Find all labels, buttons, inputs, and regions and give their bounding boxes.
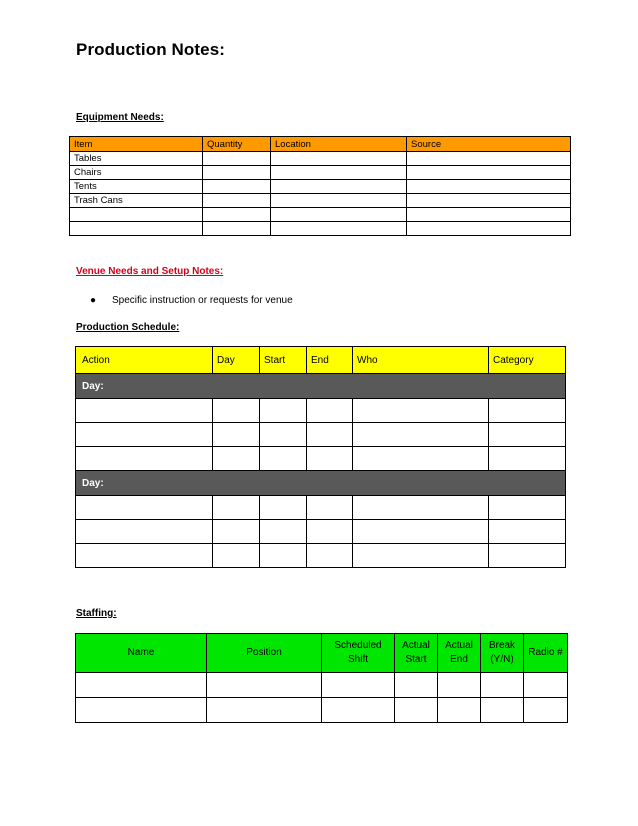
schedule-label: Production Schedule: <box>76 322 180 333</box>
venue-label: Venue Needs and Setup Notes: <box>76 266 224 277</box>
radio-cell[interactable] <box>524 673 568 698</box>
quantity-cell[interactable] <box>203 194 271 208</box>
header-location: Location <box>271 137 407 152</box>
table-row <box>76 673 568 698</box>
table-row <box>70 180 571 194</box>
header-start: Start <box>260 347 307 374</box>
header-scheduled-shift: Scheduled Shift <box>322 634 395 673</box>
source-cell[interactable] <box>407 152 571 166</box>
start-cell[interactable] <box>260 447 307 471</box>
equipment-item[interactable] <box>70 222 203 236</box>
schedule-header-row <box>76 347 566 374</box>
start-cell[interactable] <box>260 496 307 520</box>
header-action: Action <box>76 347 213 374</box>
position-cell[interactable] <box>207 698 322 723</box>
page-title: Production Notes: <box>76 40 226 59</box>
quantity-cell[interactable] <box>203 180 271 194</box>
end-cell[interactable] <box>307 544 353 568</box>
equipment-item[interactable] <box>70 208 203 222</box>
quantity-cell[interactable] <box>203 208 271 222</box>
scheduled-shift-cell[interactable] <box>322 673 395 698</box>
quantity-cell[interactable] <box>203 222 271 236</box>
end-cell[interactable] <box>307 447 353 471</box>
header-category: Category <box>489 347 566 374</box>
end-cell[interactable] <box>307 423 353 447</box>
actual-end-cell[interactable] <box>438 698 481 723</box>
header-actual-start: Actual Start <box>395 634 438 673</box>
break-cell[interactable] <box>481 673 524 698</box>
table-row <box>70 222 571 236</box>
staffing-label: Staffing: <box>76 608 117 619</box>
location-cell[interactable] <box>271 194 407 208</box>
table-row <box>76 544 566 568</box>
table-row <box>76 447 566 471</box>
location-cell[interactable] <box>271 208 407 222</box>
source-cell[interactable] <box>407 180 571 194</box>
day-label: Day: <box>76 471 566 496</box>
table-row <box>76 496 566 520</box>
header-actual-end: Actual End <box>438 634 481 673</box>
action-cell[interactable] <box>76 447 213 471</box>
table-row <box>76 423 566 447</box>
action-cell[interactable] <box>76 423 213 447</box>
action-cell[interactable] <box>76 496 213 520</box>
category-cell[interactable] <box>489 447 566 471</box>
location-cell[interactable] <box>271 166 407 180</box>
source-cell[interactable] <box>407 222 571 236</box>
day-cell[interactable] <box>213 496 260 520</box>
who-cell[interactable] <box>353 520 489 544</box>
header-source: Source <box>407 137 571 152</box>
header-quantity: Quantity <box>203 137 271 152</box>
start-cell[interactable] <box>260 423 307 447</box>
equipment-header-row <box>70 137 571 152</box>
location-cell[interactable] <box>271 222 407 236</box>
action-cell[interactable] <box>76 544 213 568</box>
name-cell[interactable] <box>76 673 207 698</box>
actual-start-cell[interactable] <box>395 673 438 698</box>
header-position: Position <box>207 634 322 673</box>
table-row <box>70 194 571 208</box>
actual-end-cell[interactable] <box>438 673 481 698</box>
radio-cell[interactable] <box>524 698 568 723</box>
who-cell[interactable] <box>353 423 489 447</box>
header-who: Who <box>353 347 489 374</box>
location-cell[interactable] <box>271 180 407 194</box>
day-cell[interactable] <box>213 423 260 447</box>
quantity-cell[interactable] <box>203 152 271 166</box>
day-cell[interactable] <box>213 399 260 423</box>
source-cell[interactable] <box>407 166 571 180</box>
equipment-label: Equipment Needs: <box>76 112 164 123</box>
venue-bullet-item <box>90 295 293 306</box>
source-cell[interactable] <box>407 194 571 208</box>
table-row <box>76 520 566 544</box>
name-cell[interactable] <box>76 698 207 723</box>
equipment-item[interactable]: Chairs <box>70 166 203 180</box>
day-cell[interactable] <box>213 544 260 568</box>
header-day: Day <box>213 347 260 374</box>
day-label: Day: <box>76 374 566 399</box>
header-end: End <box>307 347 353 374</box>
table-row <box>70 152 571 166</box>
staffing-header-row <box>76 634 568 673</box>
header-break: Break (Y/N) <box>481 634 524 673</box>
location-cell[interactable] <box>271 152 407 166</box>
table-row <box>76 698 568 723</box>
equipment-item[interactable]: Trash Cans <box>70 194 203 208</box>
table-row <box>70 208 571 222</box>
actual-start-cell[interactable] <box>395 698 438 723</box>
day-cell[interactable] <box>213 447 260 471</box>
position-cell[interactable] <box>207 673 322 698</box>
end-cell[interactable] <box>307 496 353 520</box>
category-cell[interactable] <box>489 520 566 544</box>
who-cell[interactable] <box>353 447 489 471</box>
day-row <box>76 374 566 399</box>
schedule-table <box>75 346 566 568</box>
quantity-cell[interactable] <box>203 166 271 180</box>
action-cell[interactable] <box>76 399 213 423</box>
start-cell[interactable] <box>260 399 307 423</box>
who-cell[interactable] <box>353 399 489 423</box>
start-cell[interactable] <box>260 544 307 568</box>
day-cell[interactable] <box>213 520 260 544</box>
category-cell[interactable] <box>489 399 566 423</box>
scheduled-shift-cell[interactable] <box>322 698 395 723</box>
header-name: Name <box>76 634 207 673</box>
action-cell[interactable] <box>76 520 213 544</box>
category-cell[interactable] <box>489 423 566 447</box>
who-cell[interactable] <box>353 544 489 568</box>
header-item: Item <box>70 137 203 152</box>
header-radio: Radio # <box>524 634 568 673</box>
who-cell[interactable] <box>353 496 489 520</box>
equipment-item[interactable]: Tents <box>70 180 203 194</box>
category-cell[interactable] <box>489 544 566 568</box>
source-cell[interactable] <box>407 208 571 222</box>
break-cell[interactable] <box>481 698 524 723</box>
end-cell[interactable] <box>307 399 353 423</box>
equipment-table <box>69 136 571 236</box>
equipment-item[interactable]: Tables <box>70 152 203 166</box>
start-cell[interactable] <box>260 520 307 544</box>
venue-bullet-text: Specific instruction or requests for venue <box>112 295 293 306</box>
end-cell[interactable] <box>307 520 353 544</box>
staffing-table <box>75 633 568 723</box>
day-row <box>76 471 566 496</box>
bullet-icon: ● <box>90 295 97 306</box>
table-row <box>70 166 571 180</box>
table-row <box>76 399 566 423</box>
category-cell[interactable] <box>489 496 566 520</box>
